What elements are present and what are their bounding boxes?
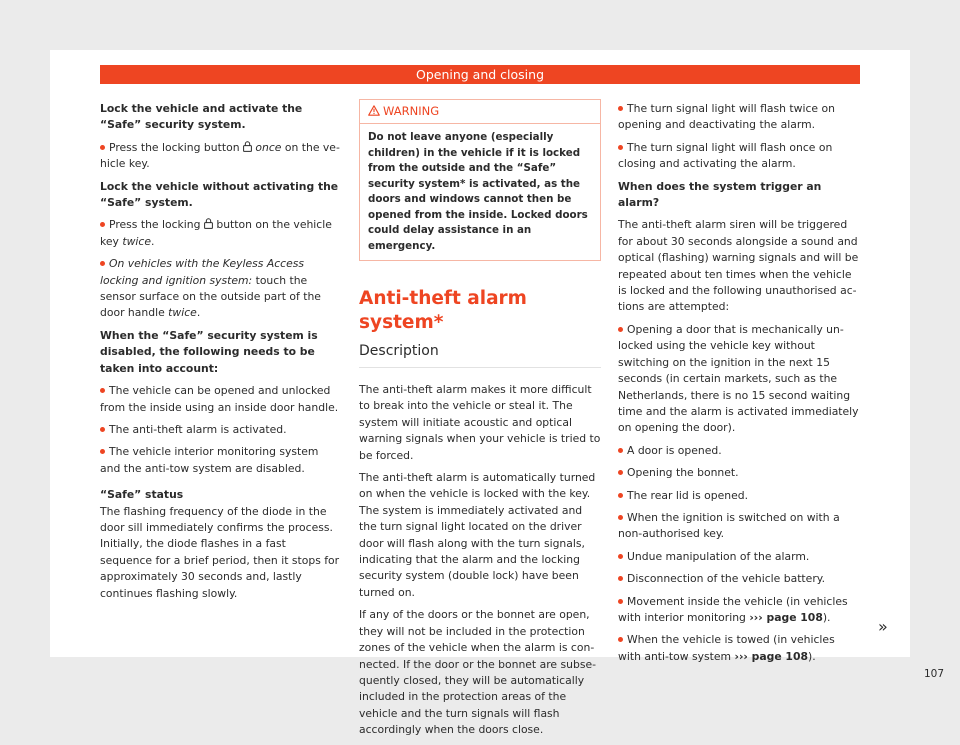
list-item: Undue manipulation of the alarm. (618, 549, 860, 565)
list-item: The vehicle interior monitoring system and the anti-tow system are disabled. (100, 445, 319, 475)
bullet-icon (618, 554, 623, 559)
bullet-icon (618, 106, 623, 111)
sub-title: Description (359, 341, 601, 368)
list-item: Opening a door that is mechanically unlocked using the vehicle key without switching on the ignition in the next 15 seconds (in certain markets, such as the Netherlands, there is no 15 second waiting time and the alarm is activated immediately on opening the door). (618, 322, 859, 435)
list-item: The rear lid is opened. (618, 488, 860, 504)
warning-box (359, 99, 601, 261)
bullet-icon (100, 261, 105, 266)
list-item: Press the locking button on the vehicle key twice. (100, 218, 332, 248)
list-item: The vehicle can be opened and unlocked from the inside using an inside door handle. (100, 384, 339, 414)
bullet-icon (618, 327, 623, 332)
list-item: A door is opened. (618, 443, 860, 459)
bullet-icon (100, 145, 105, 150)
continue-mark: » (878, 617, 888, 636)
bullet-icon (100, 427, 105, 432)
heading-safe-disabled: When the “Safe” security system is disabled, the following needs to be taken into account: (100, 328, 318, 375)
bullet-icon (100, 449, 105, 454)
heading-lock-safe: Lock the vehicle and activate the “Safe” security system. (100, 102, 303, 132)
warning-triangle-icon (368, 105, 380, 116)
page-reference-link[interactable]: ››› page 108 (749, 610, 823, 624)
paragraph: If any of the doors or the bonnet are open, they will not be included in the protection zones of the vehicle when the alarm is connected. If the door or the bonnet are subsequently closed, they will be automatically included in the protection areas of the vehicle and the turn signals will flash accordingly when the doors close. (359, 608, 596, 737)
list-item: The turn signal light will flash twice on opening and deactivating the alarm. (618, 102, 835, 132)
bullet-icon (618, 448, 623, 453)
bullet-icon (618, 145, 623, 150)
heading-lock-no-safe: Lock the vehicle without activating the “Safe” system. (100, 179, 339, 210)
bullet-icon (100, 222, 105, 227)
list-item: On vehicles with the Keyless Access locking and ignition system: touch the sensor surface on the outside part of the door handle twice. (100, 257, 321, 320)
chapter-header: Opening and closing (100, 65, 860, 84)
warning-label: WARNING (383, 104, 440, 118)
safe-status-text: The flashing frequency of the diode in the door sill immediately confirms the process. Initially, the diode flashes in a fast sequence for a brief period, then it stops for approximately 30 seconds and, lastly continues flashing slowly. (100, 504, 340, 600)
paragraph: The anti-theft alarm is automatically turned on when the vehicle is locked with the key. The system is immediately activated and the turn signal light located on the driver door will flash along with the turn signals, indicating that the alarm and the locking security system (double lock) have been turned on. (359, 471, 596, 599)
list-item: Opening the bonnet. (618, 465, 860, 481)
safe-status-title: “Safe” status (100, 488, 184, 502)
column-middle (359, 99, 601, 745)
bullet-icon (618, 599, 623, 604)
page-reference-link[interactable]: ››› page 108 (734, 649, 808, 663)
heading-alarm-trigger: When does the system trigger an alarm? (618, 179, 822, 210)
lock-icon (243, 141, 252, 152)
section-title: Anti-theft alarm system* (359, 288, 527, 333)
paragraph: The anti-theft alarm siren will be triggered for about 30 seconds alongside a sound and optical (flashing) warning signals and will be repeated about ten times when the vehicle is locked and the following unauthorised actions are attempted: (618, 218, 859, 314)
bullet-icon (618, 493, 623, 498)
warning-header (360, 100, 600, 124)
warning-text: Do not leave anyone (especially children) in the vehicle if it is locked from the outside and the “Safe” security system* is activated, as the doors and windows cannot then be opened from the inside. Locked doors could delay assistance in an emergency. (368, 131, 588, 252)
safe-status-block (100, 487, 340, 602)
column-left (100, 101, 340, 608)
page-number: 107 (924, 668, 945, 680)
bullet-icon (100, 388, 105, 393)
list-item: The anti-theft alarm is activated. (100, 422, 340, 438)
lock-icon (204, 218, 213, 229)
bullet-icon (618, 576, 623, 581)
list-item: Disconnection of the vehicle battery. (618, 571, 860, 587)
list-item: The turn signal light will flash once on closing and activating the alarm. (618, 140, 833, 171)
list-item: Press the locking button once on the vehicle key. (100, 140, 340, 171)
list-item: Movement inside the vehicle (in vehicles with interior monitoring ››› page 108). (618, 594, 848, 624)
column-right (618, 101, 860, 671)
bullet-icon (618, 637, 623, 642)
bullet-icon (618, 515, 623, 520)
manual-page (50, 50, 945, 737)
bullet-icon (618, 470, 623, 475)
list-item: When the vehicle is towed (in vehicles with anti-tow system ››› page 108). (618, 633, 835, 663)
list-item: When the ignition is switched on with a non-authorised key. (618, 510, 840, 541)
paragraph: The anti-theft alarm makes it more difficult to break into the vehicle or steal it. The system will initiate acoustic and optical warning signals when your vehicle is tried to be forced. (359, 383, 601, 462)
